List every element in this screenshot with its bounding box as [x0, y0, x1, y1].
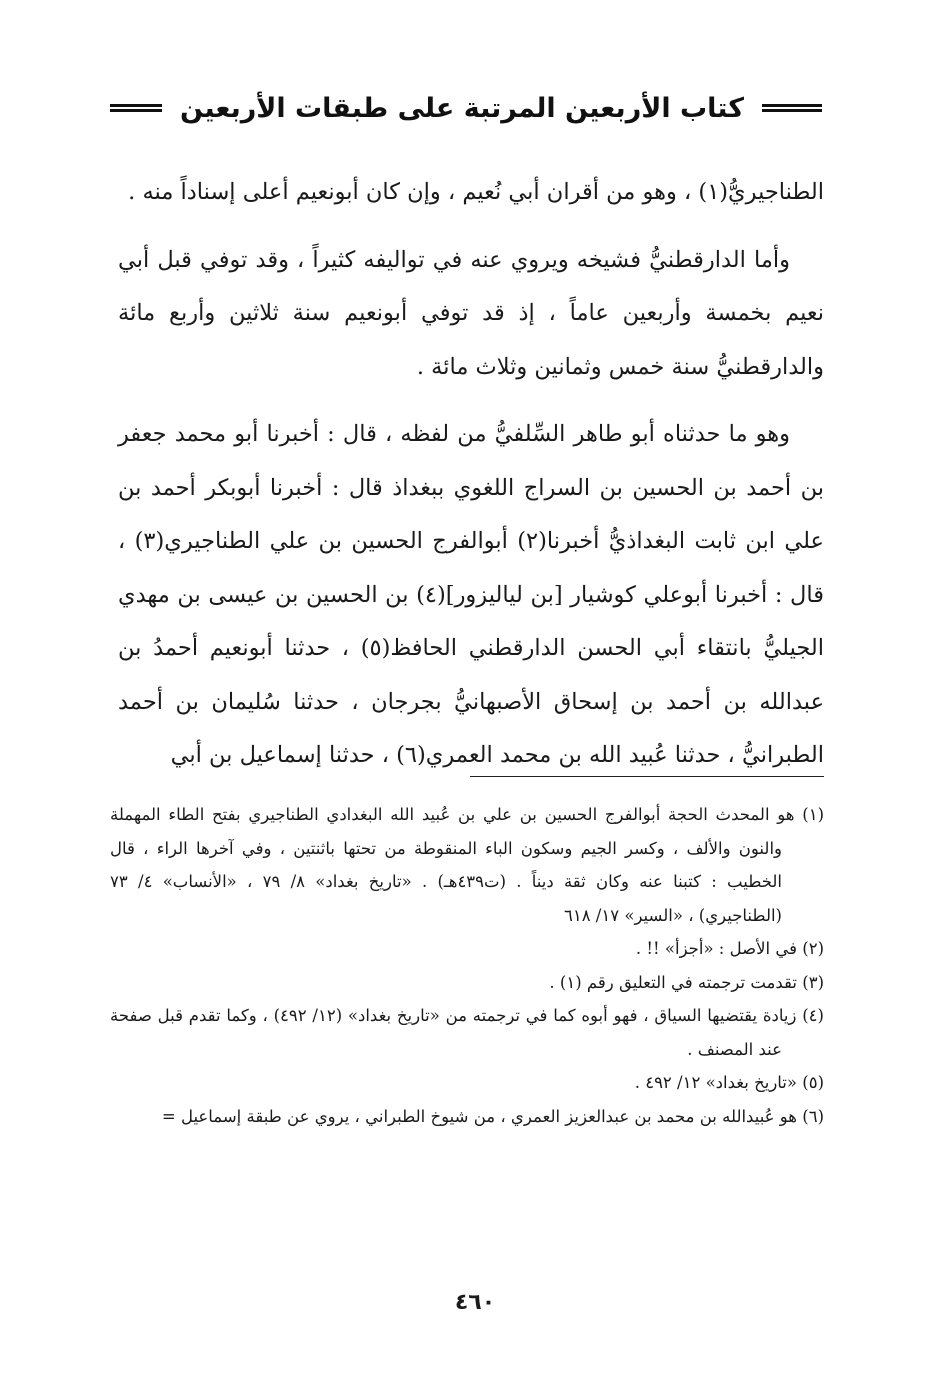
page-number: ٤٦٠ [454, 1290, 496, 1315]
paragraph-2: وأما الدارقطنيُّ فشيخه ويروي عنه في تواليفه كثيراً ، وقد توفي قبل أبي نعيم بخمسة وأربعين عاماً ، إذ قد توفي أبونعيم سنة ثلاثين وأربع مائة والدارقطنيُّ سنة خمس وثمانين وثلاث مائة . [118, 246, 824, 380]
footnote-2: (٢) في الأصل : «أجزأ» !! . [635, 939, 824, 958]
paragraph-3: وهو ما حدثناه أبو طاهر السِّلفيُّ من لفظه ، قال : أخبرنا أبو محمد جعفر بن أحمد بن الحسين بن السراج اللغوي ببغداذ قال : أخبرنا أبوبكر أحمد بن علي ابن ثابت البغداذيُّ أخبرنا(٢) أبوالفرج الحسين بن علي الطناجيري(٣) ، قال : أخبرنا أبوعلي كوشيار [بن لياليزور](٤) بن الحسين بن عيسى بن مهدي الجيليُّ بانتقاء أبي الحسن الدارقطني الحافظ(٥) ، حدثنا أبونعيم أحمدُ بن عبدالله بن أحمد بن إسحاق الأصبهانيُّ بجرجان ، حدثنا سُليمان بن أحمد الطبرانيُّ ، حدثنا عُبيد الله بن محمد العمري(٦) ، حدثنا إسماعيل بن أبي [118, 421, 825, 768]
footnote-5: (٥) «تاريخ بغداد» ١٢/ ٤٩٢ . [634, 1073, 824, 1092]
footnote-6: (٦) هو عُبيدالله بن محمد بن عبدالعزيز العمري ، من شيوخ الطبراني ، يروي عن طبقة إسماعيل = [161, 1106, 824, 1126]
running-header [110, 86, 822, 130]
footnote-4: (٤) زيادة يقتضيها السياق ، فهو أبوه كما في ترجمته من «تاريخ بغداد» (١٢/ ٤٩٢) ، وكما تقدم قبل صفحة عند المصنف . [110, 1006, 824, 1059]
header-rule-right [762, 104, 822, 112]
main-text [118, 166, 824, 783]
footnotes [110, 798, 824, 1133]
book-title: كتاب الأربعين المرتبة على طبقات الأربعين [180, 92, 744, 124]
paragraph-1: الطناجيريُّ(١) ، وهو من أقران أبي نُعيم ، وإن كان أبونعيم أعلى إسناداً منه . [128, 179, 824, 205]
footnote-3: (٣) تقدمت ترجمته في التعليق رقم (١) . [549, 972, 824, 992]
header-rule-left [110, 104, 162, 112]
footnote-separator [470, 776, 824, 777]
footnote-1: (١) هو المحدث الحجة أبوالفرج الحسين بن علي بن عُبيد الله البغدادي الطناجيري بفتح الطاء المهملة والنون والألف ، وكسر الجيم وسكون الباء المنقوطة من تحتها باثنتين ، وفي آخرها الراء ، قال الخطيب : كتبنا عنه وكان ثقة ديناً . (ت٤٣٩هـ) . «تاريخ بغداد» ٨/ ٧٩ ، «الأنساب» ٤/ ٧٣ (الطناجيري) ، «السير» ١٧/ ٦١٨ [110, 805, 824, 925]
